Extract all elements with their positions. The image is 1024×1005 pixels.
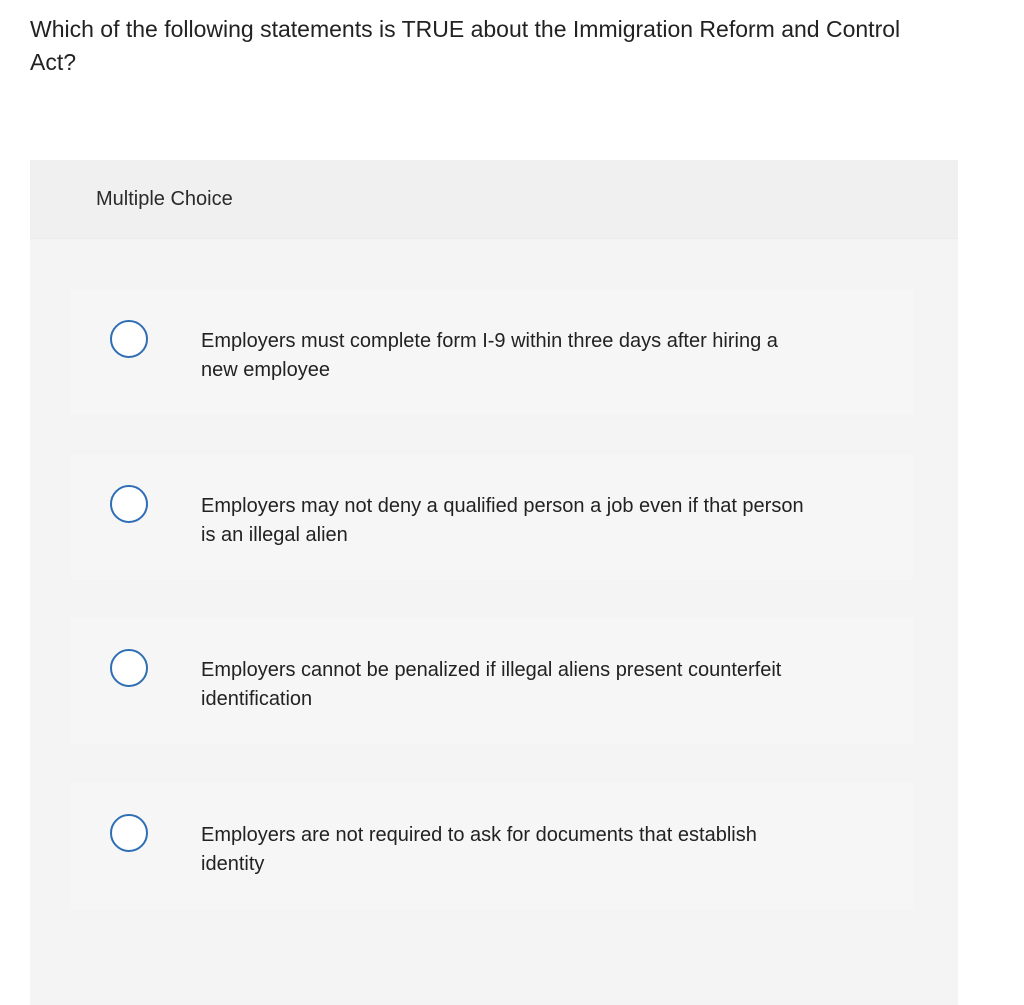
answer-option-2[interactable]	[70, 454, 914, 580]
multiple-choice-label: Multiple Choice	[96, 188, 233, 210]
answer-option-3[interactable]	[70, 618, 914, 744]
answer-option-text: Employers must complete form I-9 within three days after hiring a new employee	[201, 330, 778, 381]
answer-option-4[interactable]	[70, 783, 914, 909]
answer-option-text: Employers are not required to ask for documents that establish identity	[201, 824, 757, 875]
radio-button-icon[interactable]	[110, 485, 148, 523]
radio-button-icon[interactable]	[110, 649, 148, 687]
multiple-choice-panel	[30, 160, 958, 1005]
radio-button-icon[interactable]	[110, 320, 148, 358]
answer-option-text: Employers may not deny a qualified person a job even if that person is an illegal alien	[201, 495, 804, 546]
multiple-choice-header	[30, 160, 958, 239]
answer-option-text: Employers cannot be penalized if illegal aliens present counterfeit identification	[201, 659, 782, 710]
radio-button-icon[interactable]	[110, 814, 148, 852]
question-text: Which of the following statements is TRUE about the Immigration Reform and Control Act?	[30, 16, 901, 75]
answer-option-1[interactable]	[70, 289, 914, 415]
